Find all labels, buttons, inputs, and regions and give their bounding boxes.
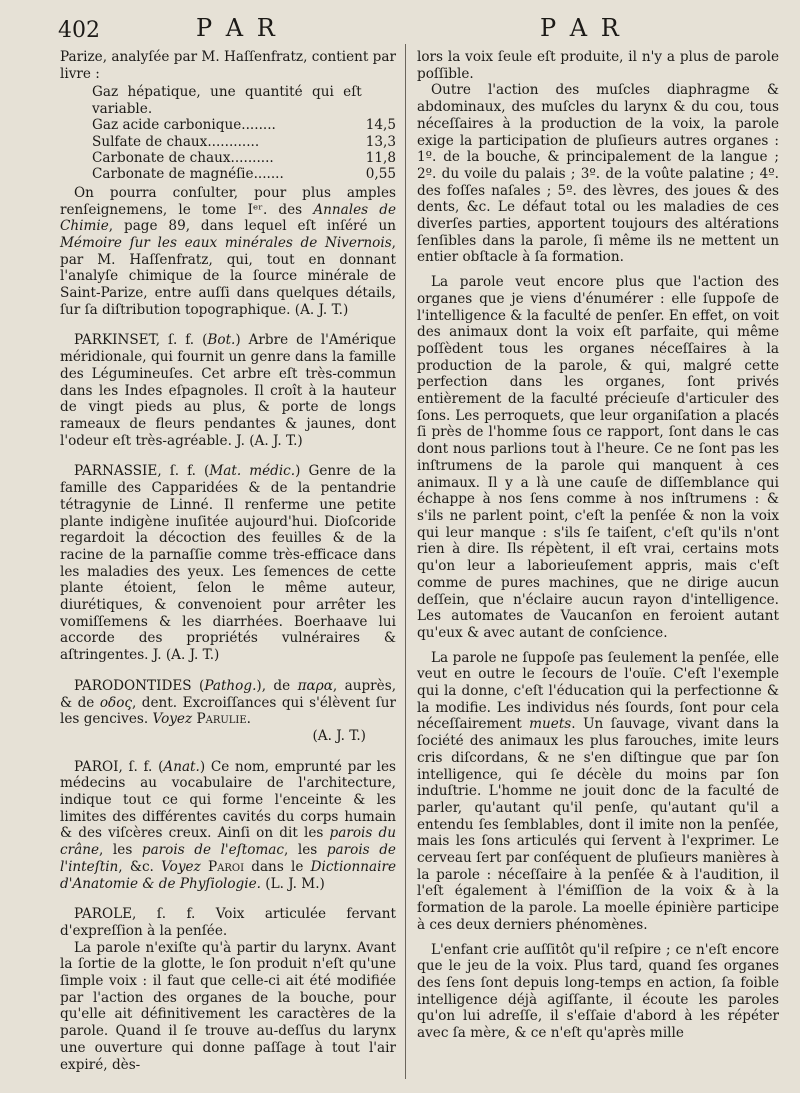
entry-parnassie: PARNASSIE, ſ. f. (Mat. médic.) Genre de la famille des Capparidées & de la pentandrie tétragynie de Linné. Il renferme une petite plante indigène inuſitée aujourd'hui. Dioſcoride regardoit la décoction des feuilles & de la racine de la parnaſſie comme très-efficace dans les maladies des yeux. Les ſemences de cette plante étoient, ſelon le même auteur, diurétiques, & convenoient pour arrêter les vomiſſemens & les diarrhées. Boerhaave lui accorde des propriétés vulnéraires & aſtringentes. J. (A. J. T.) <box>60 463 396 664</box>
entry-parkinset: PARKINSET, ſ. f. (Bot.) Arbre de l'Amérique méridionale, qui fournit un genre dans la famille des Légumineuſes. Cet arbre eſt très-commun dans les Indes eſpagnoles. Il croît à la hauteur de vingt pieds au plus, & porte de longs rameaux de fleurs pendantes & jaunes, dont l'odeur eſt très-agréable. J. (A. J. T.) <box>60 332 396 449</box>
gas-name: Gaz hépatique, une quantité qui eſt variable. <box>92 84 362 117</box>
gas-value: 13,3 <box>365 133 396 150</box>
gas-value: 11,8 <box>365 150 396 167</box>
table-row <box>92 134 396 150</box>
saint-parize-intro: Parize, analyſée par M. Haſſenfratz, contient par livre : <box>60 49 396 82</box>
parole-paragraph: La parole n'exiſte qu'à partir du larynx. Avant la ſortie de la glotte, le ſon produit n'eſt qu'une ſimple voix : il faut que celle-ci ait été modifiée par l'action des organes de la bouche, pour qu'elle ait définitivement les caractères de la parole. Quand il ſe trouve au-deſſus du larynx une ouverture qui donne paſſage à tout l'air expiré, dès- <box>60 939 396 1073</box>
table-row <box>92 166 396 182</box>
right-column <box>417 49 779 1042</box>
column-divider <box>405 44 406 1079</box>
entry-headword: PARKINSET <box>74 332 156 349</box>
table-row <box>92 150 396 166</box>
parole-intelligence-paragraph: La parole veut encore plus que l'action des organes que je viens d'énumérer : elle ſuppoſe de l'intelligence & la faculté de penſer. En effet, on voit des animaux dont la voix eſt parfaite, qui même poſſèdent tous les organes néceſſaires à la production de la parole, & qui, malgré cette perfection dans les organes, ſont privés entièrement de la faculté précieuſe d'articuler des ſons. Les perroquets, que leur organiſation a placés ſi près de l'homme ſous ce rapport, ſont dans le cas dont nous parlions tout à l'heure. Ce ne ſont pas les inſtrumens de la parole qui manquent à ces animaux. Il y a là une cauſe de diſſemblance qui échappe à nos ſens comme à nos inſtrumens : & s'ils ne parlent point, c'eſt la penſée & non la voix qui leur manque : s'ils ſe taiſent, c'eſt qu'ils n'ont rien à dire. Ils répètent, il eſt vrai, certains mots qu'on leur a laborieuſement appris, mais c'eſt comme de pures machines, que ne dirige aucun deſſein, que n'éclaire aucun rayon d'intelligence. Les automates de Vaucanſon en feroient autant qu'eux & avec autant de conſcience. <box>417 274 779 641</box>
parole-hearing-paragraph: La parole ne ſuppoſe pas ſeulement la penſée, elle veut en outre le ſecours de l'ouïe. C'eſt l'exemple qui la donne, c'eſt l'éducation qui la perfectionne & la modifie. Les individus nés ſourds, ſont pour cela néceſſairement muets. Un ſauvage, vivant dans la ſociété des animaux les plus farouches, imite leurs cris diſcordans, & ne s'en diſtingue que par ſon intelligence, qui ſe décèle du moins par ſon induſtrie. L'homme ne jouit donc de la faculté de parler, qu'autant qu'il penſe, qu'autant qu'il a entendu ſes ſemblables, dont il imite non la penſée, mais les ſons articulés qui ſervent à l'exprimer. Le cerveau ſert par conſéquent de pluſieurs manières à la parole : néceſſaire à la penſée & à l'audition, il l'eſt également à l'émiſſion de la voix & à la formation de la parole. La moelle épinière participe à ces deux derniers phénomènes. <box>417 649 779 933</box>
gas-name: Gaz acide carbonique........ <box>92 117 276 134</box>
table-row <box>92 117 396 133</box>
entry-signature: (A. J. T.) <box>312 727 366 744</box>
gas-value <box>362 84 396 117</box>
gas-name: Sulfate de chaux............ <box>92 133 260 150</box>
gas-name: Carbonate de chaux.......... <box>92 150 274 167</box>
entry-headword: PARODONTIDES <box>74 677 192 694</box>
entry-headword: PAROLE <box>74 906 133 923</box>
parole-child-paragraph: L'enfant crie auſſitôt qu'il reſpire ; ce n'eſt encore que le jeu de la voix. Plus tard, quand ſes organes des ſens ſont depuis long-temps en action, ſa foible intelligence déjà agiſſante, il écoute les paroles qu'on lui adreſſe, il s'eſſaie d'abord à les répéter avec ſa mère, & ce n'eſt qu'après mille <box>417 941 779 1042</box>
entry-paroi: PAROI, ſ. f. (Anat.) Ce nom, emprunté par les médecins au vocabulaire de l'architecture, indique tout ce qui forme l'enceinte & les limites des différentes cavités du corps humain & des viſcères creux. Ainſi on dit les parois du crâne, les parois de l'eſtomac, les parois de l'inteſtin, &c. Voyez Paroi dans le Dictionnaire d'Anatomie & de Phyſiologie. (L. J. M.) <box>60 758 396 892</box>
entry-parodontides: PARODONTIDES (Pathog.), de παρα, auprès, & de οδος, dent. Excroiſſances qui s'élèvent ſur les gencives. Voyez Parulie. <box>60 677 397 728</box>
running-head-left: P A R <box>196 14 278 42</box>
parole-continuation: lors la voix ſeule eſt produite, il n'y a plus de parole poſſible. <box>417 49 779 82</box>
running-head-right: P A R <box>540 14 622 42</box>
gas-value: 14,5 <box>365 117 396 134</box>
consult-paragraph: On pourra conſulter, pour plus amples renſeignemens, le tome Iᵉʳ. des Annales de Chimie, page 89, dans lequel eſt inſéré un Mémoire ſur les eaux minérales de Nivernois, par M. Haſſenfratz, qui, tout en donnant l'analyſe chimique de la ſource minérale de Saint-Parize, entre auſſi dans quelques détails, ſur ſa diſtribution topographique. (A. J. T.) <box>60 184 397 318</box>
table-row <box>92 84 396 117</box>
entry-headword: PAROI <box>74 758 119 775</box>
page-number: 402 <box>58 18 100 43</box>
gas-name: Carbonate de magnéſie....... <box>92 166 284 183</box>
entry-parole: PAROLE, ſ. f. Voix articulée fervant d'expreſſion à la penſée. <box>60 906 396 939</box>
left-column <box>60 49 396 1073</box>
entry-headword: PARNASSIE <box>74 463 158 480</box>
parole-organs-paragraph: Outre l'action des muſcles diaphragme & abdominaux, des muſcles du larynx & du cou, tous néceſſaires à la production de la voix, la parole exige la participation de pluſieurs autres organes : 1º. de la bouche, & principalement de la langue ; 2º. du voile du palais ; 3º. de la voûte palatine ; 4º. des foſſes naſales ; 5º. des lèvres, des joues & des dents, &c. Le défaut total ou les maladies de ces diverſes parties, apportent toujours des altérations ſenſibles dans la parole, ſi même ils ne mettent un entier obſtacle à ſa formation. <box>417 82 779 266</box>
gas-value: 0,55 <box>365 166 396 183</box>
gas-analysis-table <box>92 84 396 182</box>
